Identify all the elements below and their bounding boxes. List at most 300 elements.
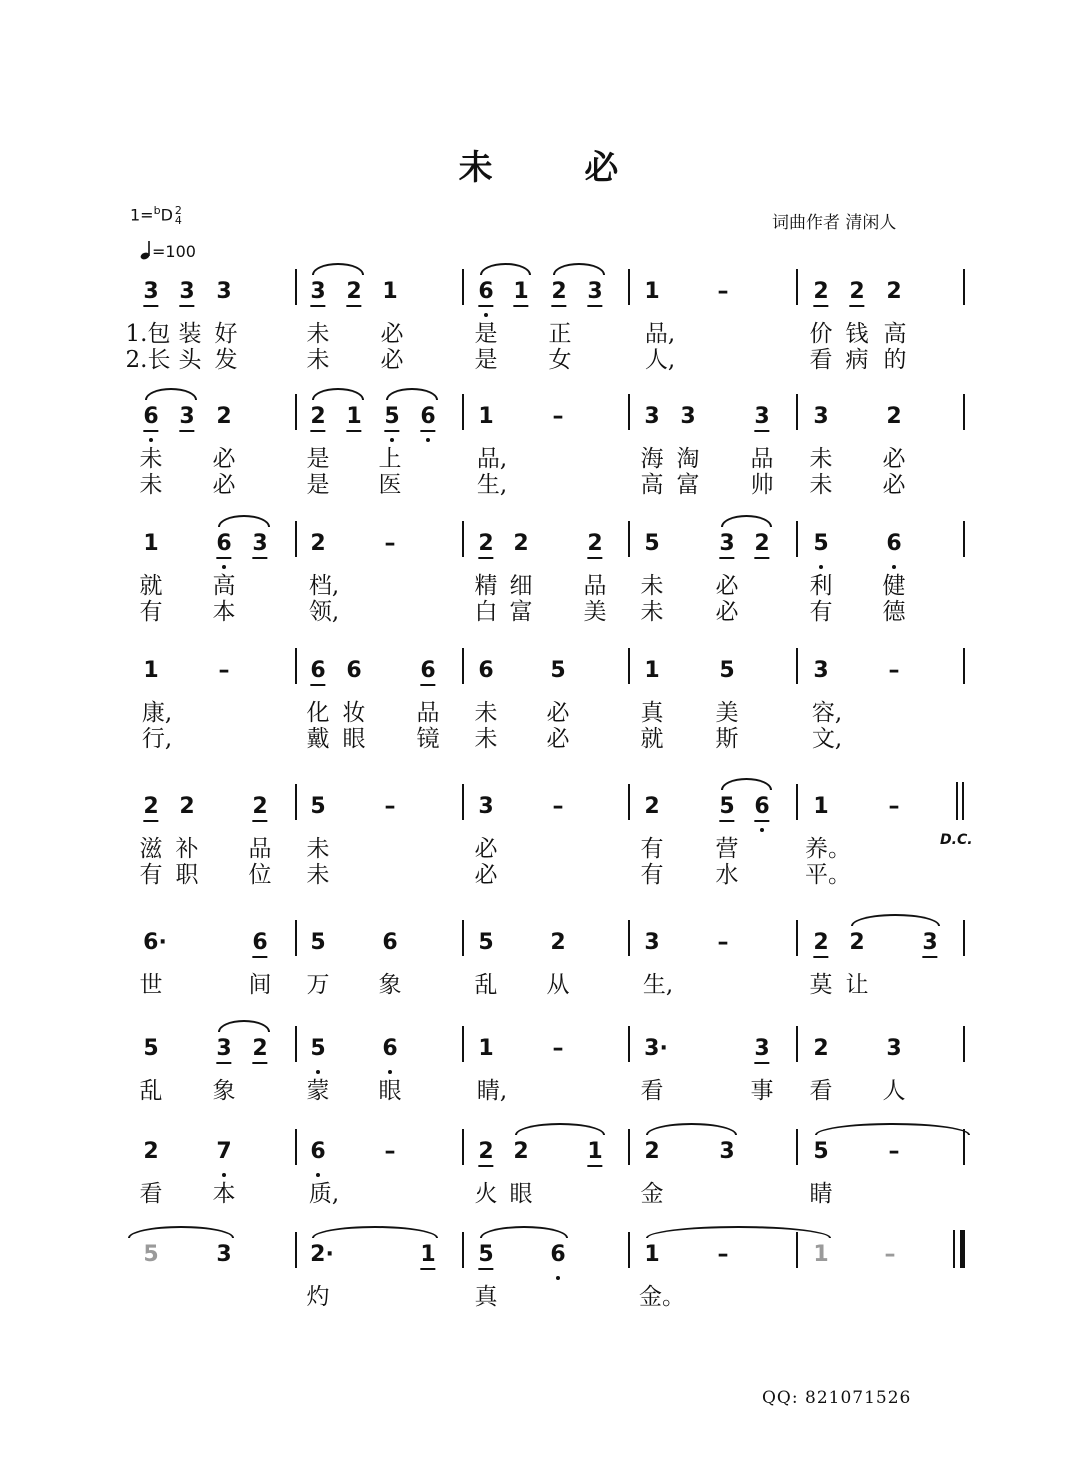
lyric-word: 正 (548, 321, 572, 347)
lyric-word: 品 (248, 836, 272, 862)
lyric-word: 医 (378, 472, 402, 498)
lyric-word: 必 (715, 573, 739, 599)
lyric-word: 未 (474, 700, 498, 726)
note: 2 (179, 794, 195, 819)
flat-sign: b (153, 204, 161, 217)
barline (462, 1232, 464, 1268)
lyric-word: 水 (715, 862, 739, 888)
lyric-word: 斯 (715, 726, 739, 752)
note: 2 (310, 406, 325, 432)
time-signature (174, 203, 182, 227)
note: 5 (813, 531, 829, 556)
note: 5 (719, 658, 735, 683)
lyric-word: 美 (715, 700, 739, 726)
lyric-word: 眼 (342, 726, 366, 752)
slur-arc (312, 388, 364, 400)
note: 2 (478, 1141, 493, 1167)
barline (462, 521, 464, 557)
note: – (888, 794, 900, 819)
lyric-word: 间 (248, 972, 272, 998)
lyric-word: 事 (750, 1078, 774, 1104)
note: – (384, 531, 396, 556)
note: 2· (310, 1242, 334, 1267)
lyric-word: 平。 (805, 862, 851, 888)
lyric-word: 职 (175, 862, 199, 888)
barline (628, 394, 630, 430)
slur-arc (646, 1123, 737, 1135)
note: – (717, 930, 729, 955)
lyric-word: 真 (640, 700, 664, 726)
note: 2 (849, 930, 865, 955)
lyric-word: 文, (811, 726, 843, 752)
note: 1 (143, 531, 159, 556)
note: 2 (644, 794, 660, 819)
lyric-word: 好 (214, 321, 238, 347)
barline (963, 1026, 965, 1062)
lyric-word: 看 (139, 1181, 163, 1207)
lyric-word: 美 (583, 599, 607, 625)
note: 6· (143, 930, 167, 955)
key-prefix: 1= (130, 205, 154, 225)
slur-arc (515, 1123, 605, 1135)
lyric-word: 富 (676, 472, 700, 498)
lyric-word: 眼 (378, 1078, 402, 1104)
slur-arc (480, 263, 531, 275)
lyric-word: 营 (715, 836, 739, 862)
lyric-word: 头 (178, 347, 202, 373)
slur-arc (646, 1226, 831, 1238)
lyric-word: 未 (640, 599, 664, 625)
lower-octave-dot (556, 1276, 560, 1280)
lyric-word: 必 (882, 446, 906, 472)
barline (796, 1129, 798, 1165)
tempo-value: =100 (152, 242, 196, 261)
lyric-word: 钱 (845, 321, 869, 347)
lyric-word: 未 (640, 573, 664, 599)
barline (295, 1232, 297, 1268)
barline (796, 1026, 798, 1062)
lyric-word: 行, (141, 726, 173, 752)
quarter-note-icon (140, 240, 152, 260)
lyric-word: 未 (306, 347, 330, 373)
note: 2 (346, 281, 361, 307)
lyric-word: 本 (212, 1181, 236, 1207)
lower-octave-dot (222, 1173, 226, 1177)
final-barline-thin (953, 1230, 955, 1268)
lyric-word: 白 (474, 599, 498, 625)
lyric-word: 有 (809, 599, 833, 625)
double-barline (962, 782, 964, 820)
barline (462, 1026, 464, 1062)
lyric-word: 养。 (805, 836, 851, 862)
lyric-word: 乱 (139, 1078, 163, 1104)
note: 3 (719, 533, 734, 559)
note: 1 (513, 281, 528, 307)
lower-octave-dot (760, 828, 764, 832)
note: 2 (754, 533, 769, 559)
lower-octave-dot (390, 438, 394, 442)
note: 5 (310, 794, 326, 819)
note: 1 (644, 658, 660, 683)
note: 2 (886, 404, 902, 429)
lyric-word: 品 (750, 446, 774, 472)
lyric-word: 品 (583, 573, 607, 599)
lyric-word: 真 (474, 1284, 498, 1310)
lyric-word: 淘 (676, 446, 700, 472)
lyric-word: 利 (809, 573, 833, 599)
barline (462, 920, 464, 956)
lyric-word: 必 (380, 347, 404, 373)
lyric-word: 火 (474, 1181, 498, 1207)
barline (796, 648, 798, 684)
note: 3 (644, 404, 660, 429)
lyric-word: 是 (306, 446, 330, 472)
note: 1 (143, 658, 159, 683)
lyric-word: 莫 (809, 972, 833, 998)
lyric-word: 眼 (509, 1181, 533, 1207)
note: 6 (886, 531, 902, 556)
note: – (884, 1242, 896, 1267)
lower-octave-dot (426, 438, 430, 442)
note: 2 (310, 531, 326, 556)
note: 3 (680, 404, 696, 429)
note: 1 (587, 1141, 602, 1167)
note: 1 (478, 404, 494, 429)
note: 2 (478, 533, 493, 559)
lyric-word: 高 (640, 472, 664, 498)
lyric-word: 看 (640, 1078, 664, 1104)
lower-octave-dot (316, 1070, 320, 1074)
note: 1 (478, 1036, 494, 1061)
slur-arc (386, 388, 438, 400)
lyric-word: 品 (416, 700, 440, 726)
note: 2 (252, 1038, 267, 1064)
lyric-word: 金 (640, 1181, 664, 1207)
lyric-word: 人, (644, 347, 676, 373)
lyric-word: 是 (474, 347, 498, 373)
lyric-word: 德 (882, 599, 906, 625)
final-barline-thick (960, 1230, 965, 1268)
barline (963, 648, 965, 684)
dc-marking: D.C. (940, 832, 973, 848)
note: 1 (644, 1242, 660, 1267)
note: 2 (813, 932, 828, 958)
barline (963, 269, 965, 305)
lyric-word: 镜 (416, 726, 440, 752)
note: 2 (143, 796, 158, 822)
slur-arc (312, 263, 364, 275)
note: 6 (420, 406, 435, 432)
barline (628, 920, 630, 956)
note: 6 (478, 281, 493, 307)
slur-arc (721, 515, 772, 527)
note: 3 (179, 281, 194, 307)
note: – (218, 658, 230, 683)
slur-arc (851, 914, 940, 926)
note: 3 (813, 658, 829, 683)
tempo-marking (140, 240, 196, 261)
note: 3 (813, 404, 829, 429)
note: 5 (719, 796, 734, 822)
lyric-word: 2.长 (125, 347, 171, 373)
lyric-word: 妆 (342, 700, 366, 726)
lyric-word: 就 (139, 573, 163, 599)
note: 6 (346, 658, 362, 683)
note: 6 (754, 796, 769, 822)
lyric-word: 必 (474, 862, 498, 888)
lyric-word: 品, (644, 321, 676, 347)
time-beats: 2 (174, 203, 182, 217)
lyric-word: 上 (378, 446, 402, 472)
lyric-word: 象 (378, 972, 402, 998)
lyric-word: 世 (139, 972, 163, 998)
barline (963, 394, 965, 430)
barline (295, 521, 297, 557)
note: 5 (813, 1139, 829, 1164)
lyric-word: 的 (883, 347, 907, 373)
lower-octave-dot (316, 1173, 320, 1177)
note: 3· (644, 1036, 668, 1061)
lyric-word: 就 (640, 726, 664, 752)
lyric-word: 未 (139, 472, 163, 498)
lyric-word: 睛 (809, 1181, 833, 1207)
note: 6 (382, 930, 398, 955)
slur-arc (218, 515, 270, 527)
note: 2 (587, 533, 602, 559)
slur-arc (553, 263, 605, 275)
slur-arc (312, 1226, 438, 1238)
lower-octave-dot (484, 313, 488, 317)
barline (628, 1129, 630, 1165)
slur-arc (128, 1226, 234, 1238)
lyric-word: 人 (882, 1078, 906, 1104)
barline (628, 648, 630, 684)
lyric-word: 高 (883, 321, 907, 347)
note: 6 (310, 660, 325, 686)
barline (628, 521, 630, 557)
note: 1 (382, 279, 398, 304)
lyric-word: 女 (548, 347, 572, 373)
lyric-word: 必 (212, 472, 236, 498)
note: – (384, 1139, 396, 1164)
lyric-word: 高 (212, 573, 236, 599)
note: – (888, 1139, 900, 1164)
note: 2 (252, 796, 267, 822)
lyric-word: 必 (882, 472, 906, 498)
lyric-word: 必 (212, 446, 236, 472)
note: – (384, 794, 396, 819)
barline (796, 269, 798, 305)
lyric-word: 乱 (474, 972, 498, 998)
lyric-word: 必 (546, 700, 570, 726)
lyric-word: 档, (308, 573, 340, 599)
note: 2 (849, 281, 864, 307)
note: 3 (478, 794, 494, 819)
lyric-word: 有 (640, 862, 664, 888)
note: – (552, 794, 564, 819)
lyric-word: 从 (546, 972, 570, 998)
note: – (888, 658, 900, 683)
note: 2 (513, 1139, 529, 1164)
barline (628, 1026, 630, 1062)
barline (462, 648, 464, 684)
barline (963, 920, 965, 956)
lyric-word: 看 (809, 1078, 833, 1104)
barline (628, 1232, 630, 1268)
time-unit: 4 (174, 213, 182, 227)
lyric-word: 生, (642, 972, 674, 998)
barline (295, 1026, 297, 1062)
lyric-word: 未 (809, 446, 833, 472)
note: – (552, 1036, 564, 1061)
lyric-word: 未 (306, 862, 330, 888)
lyric-word: 品, (476, 446, 508, 472)
slur-arc (218, 1020, 270, 1032)
note: 2 (551, 281, 566, 307)
lyric-word: 容, (811, 700, 843, 726)
barline (628, 269, 630, 305)
note: 3 (310, 281, 325, 307)
lyric-word: 必 (380, 321, 404, 347)
lyric-word: 领, (308, 599, 340, 625)
barline (295, 920, 297, 956)
note: 5 (143, 1242, 159, 1267)
lyric-word: 装 (178, 321, 202, 347)
lyric-word: 发 (214, 347, 238, 373)
lyric-word: 戴 (306, 726, 330, 752)
lyric-word: 是 (306, 472, 330, 498)
lower-octave-dot (819, 565, 823, 569)
barline (295, 648, 297, 684)
barline (963, 521, 965, 557)
note: 3 (587, 281, 602, 307)
footer-contact: QQ: 821071526 (762, 1388, 912, 1408)
note: 7 (216, 1139, 232, 1164)
slur-arc (145, 388, 197, 400)
lyric-word: 未 (306, 836, 330, 862)
lower-octave-dot (388, 1070, 392, 1074)
note: 5 (550, 658, 566, 683)
lyric-word: 质, (308, 1181, 340, 1207)
note: 6 (310, 1139, 326, 1164)
note: 6 (478, 658, 494, 683)
note: 3 (216, 1242, 232, 1267)
song-title: 未 必 (458, 148, 659, 188)
note: 5 (644, 531, 660, 556)
lyric-word: 未 (809, 472, 833, 498)
lyric-word: 必 (474, 836, 498, 862)
note: 5 (143, 1036, 159, 1061)
lyric-word: 未 (306, 321, 330, 347)
barline (462, 1129, 464, 1165)
note: 3 (886, 1036, 902, 1061)
slur-arc (480, 1226, 568, 1238)
lyric-word: 康, (141, 700, 173, 726)
note: 1 (813, 1242, 829, 1267)
note: 2 (143, 1139, 159, 1164)
note: 6 (252, 932, 267, 958)
lyric-word: 象 (212, 1078, 236, 1104)
lyric-word: 必 (546, 726, 570, 752)
note: 3 (179, 406, 194, 432)
note: 3 (754, 1038, 769, 1064)
note: – (717, 279, 729, 304)
note: 6 (216, 533, 231, 559)
note: 3 (922, 932, 937, 958)
double-barline (956, 782, 958, 820)
key-signature (130, 204, 182, 226)
lyric-word: 海 (640, 446, 664, 472)
lyric-word: 细 (509, 573, 533, 599)
lyric-word: 有 (640, 836, 664, 862)
lyric-word: 病 (845, 347, 869, 373)
lyric-word: 生, (476, 472, 508, 498)
lyric-word: 未 (139, 446, 163, 472)
note: 6 (420, 660, 435, 686)
lyric-word: 滋 (139, 836, 163, 862)
lyric-word: 价 (809, 321, 833, 347)
note: 6 (382, 1036, 398, 1061)
barline (295, 1129, 297, 1165)
slur-arc (815, 1123, 970, 1135)
key-note: D (160, 205, 173, 225)
lyric-word: 帅 (750, 472, 774, 498)
lyric-word: 有 (139, 599, 163, 625)
note: 5 (384, 406, 399, 432)
lyric-word: 灼 (306, 1284, 330, 1310)
note: – (552, 404, 564, 429)
barline (462, 784, 464, 820)
barline (796, 521, 798, 557)
lower-octave-dot (149, 438, 153, 442)
author-credit: 词曲作者 清闲人 (772, 213, 897, 233)
note: 3 (216, 1038, 231, 1064)
lyric-word: 化 (306, 700, 330, 726)
note: 3 (252, 533, 267, 559)
note: 2 (813, 281, 828, 307)
slur-arc (721, 778, 772, 790)
note: 5 (478, 930, 494, 955)
barline (462, 394, 464, 430)
lyric-word: 补 (175, 836, 199, 862)
lyric-word: 健 (882, 573, 906, 599)
note: 5 (478, 1244, 493, 1270)
note: 2 (216, 404, 232, 429)
note: 6 (550, 1242, 566, 1267)
lyric-word: 蒙 (306, 1078, 330, 1104)
note: 5 (310, 930, 326, 955)
lyric-word: 睛, (476, 1078, 508, 1104)
barline (462, 269, 464, 305)
note: 1 (420, 1244, 435, 1270)
note: 2 (550, 930, 566, 955)
barline (295, 394, 297, 430)
note: 2 (513, 531, 529, 556)
note: 5 (310, 1036, 326, 1061)
barline (796, 394, 798, 430)
note: 1 (813, 794, 829, 819)
lyric-word: 是 (474, 321, 498, 347)
barline (796, 920, 798, 956)
note: 3 (719, 1139, 735, 1164)
note: 6 (143, 406, 158, 432)
lyric-word: 金。 (639, 1284, 685, 1310)
lyric-word: 有 (139, 862, 163, 888)
note: – (717, 1242, 729, 1267)
note: 1 (644, 279, 660, 304)
note: 1 (346, 406, 361, 432)
lyric-word: 让 (845, 972, 869, 998)
